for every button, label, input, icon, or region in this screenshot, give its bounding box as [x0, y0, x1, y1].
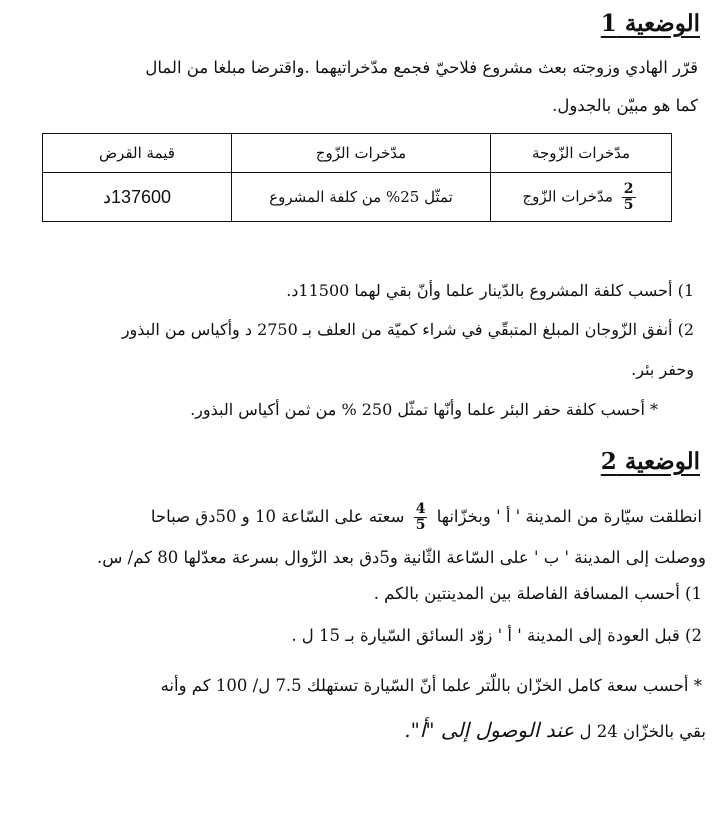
situation2-line2: ووصلت إلى المدينة ' ب ' على السّاعة الثّانية و5دق بعد الزّوال بسرعة معدّلها 80 كم/ س. — [97, 548, 706, 567]
situation1-question2-line1: 2) أنفق الزّوجان المبلغ المتبقّي في شراء كميّة من العلف بـ 2750 د وأكياس من البذور — [121, 320, 694, 339]
situation2-question2-sub-line2 — [404, 718, 706, 742]
situation2-question2: 2) قبل العودة إلى المدينة ' أ ' زوّد السائق السّيارة بـ 15 ل . — [291, 626, 702, 645]
fraction-denominator: 5 — [415, 517, 426, 533]
cell-husband-savings: تمثّل 25% من كلفة المشروع — [232, 173, 491, 222]
situation2-line1 — [151, 502, 702, 533]
situation1-intro-line2: كما هو مبيّن بالجدول. — [552, 96, 698, 115]
header-wife-savings: مدّخرات الزّوجة — [491, 134, 672, 173]
fraction-numerator: 2 — [623, 180, 634, 197]
savings-table — [42, 133, 672, 222]
situation1-title: الوضعية 1 — [600, 10, 700, 37]
fraction-two-fifths — [622, 182, 636, 213]
situation2-line1-part1: انطلقت سيّارة من المدينة ' أ ' وبخزّانها — [436, 507, 702, 526]
situation1-intro-line1: قرّر الهادي وزوجته بعث مشروع فلاحيّ فجمع مدّخراتيهما .واقترضا مبلغا من المال — [145, 58, 698, 77]
situation2-question1: 1) أحسب المسافة الفاصلة بين المدينتين بالكم . — [373, 584, 702, 603]
situation1-question2-sub: * أحسب كلفة حفر البئر علما وأنّها تمثّل 250 % من ثمن أكياس البذور. — [190, 400, 658, 419]
printed-text: بقي بالخزّان 24 ل — [579, 722, 706, 741]
fraction-numerator: 4 — [415, 501, 426, 517]
situation2-title: الوضعية 2 — [600, 448, 700, 475]
wife-savings-text: مدّخرات الزّوج — [522, 187, 613, 205]
situation1-question2-line2: وحفر بئر. — [631, 360, 694, 379]
header-loan-value: قيمة القرض — [43, 134, 232, 173]
situation1-question1: 1) أحسب كلفة المشروع بالدّينار علما وأنّ بقي لهما 11500د. — [286, 281, 694, 300]
cell-loan-value: 137600د — [43, 173, 232, 222]
fraction-denominator: 5 — [623, 196, 634, 213]
table-value-row — [43, 173, 672, 222]
handwritten-text: عند الوصول إلى "أ". — [404, 718, 575, 742]
cell-wife-savings — [491, 173, 672, 222]
table-header-row — [43, 134, 672, 173]
header-husband-savings: مدّخرات الزّوج — [232, 134, 491, 173]
situation2-question2-sub-line1: * أحسب سعة كامل الخزّان باللّتر علما أنّ السّيارة تستهلك 7.5 ل/ 100 كم وأنه — [160, 676, 702, 695]
situation2-line1-part2: سعته على السّاعة 10 و 50دق صباحا — [150, 507, 405, 526]
fraction-four-fifths — [414, 502, 428, 533]
